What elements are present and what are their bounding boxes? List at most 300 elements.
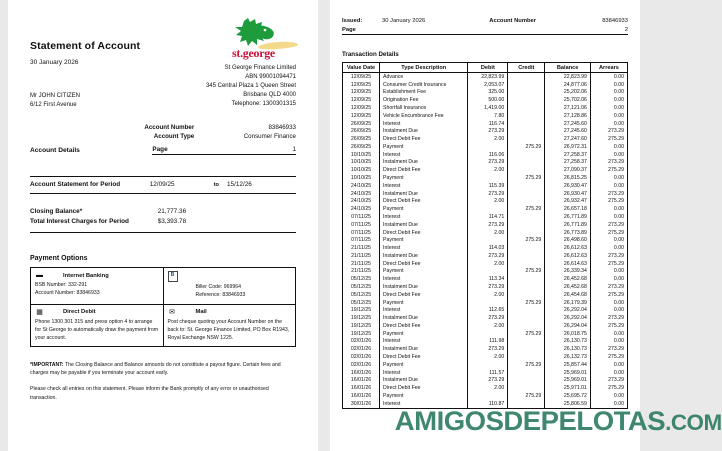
cell-balance: 26,612.63 xyxy=(545,252,591,260)
account-details-heading: Account Details xyxy=(30,147,80,155)
transaction-details-heading: Transaction Details xyxy=(342,51,399,58)
transactions-header-row xyxy=(343,63,628,73)
cell-type-description: Payment xyxy=(380,330,468,338)
table-row xyxy=(343,275,628,283)
table-row xyxy=(343,174,628,182)
cell-value-date: 07/11/25 xyxy=(343,213,380,221)
cell-type-description: Instalment Due xyxy=(380,127,468,135)
cell-value-date: 07/11/25 xyxy=(343,221,380,229)
cell-debit xyxy=(468,174,508,182)
table-row xyxy=(343,151,628,159)
cell-value-date: 02/01/26 xyxy=(343,338,380,346)
cell-value-date: 12/09/25 xyxy=(343,112,380,120)
cell-debit: 273.29 xyxy=(468,252,508,260)
cell-type-description: Payment xyxy=(380,205,468,213)
cell-type-description: Instalment Due xyxy=(380,221,468,229)
cell-credit xyxy=(508,190,545,198)
company-telephone: Telephone: 1300301315 xyxy=(231,101,296,107)
cell-balance: 26,773.89 xyxy=(545,229,591,237)
cell-credit: 275.29 xyxy=(508,361,545,369)
bpay-icon: B xyxy=(168,271,178,282)
cell-type-description: Interest xyxy=(380,400,468,408)
cell-balance: 27,121.06 xyxy=(545,104,591,112)
cell-credit xyxy=(508,120,545,128)
cell-type-description: Payment xyxy=(380,236,468,244)
cell-credit xyxy=(508,182,545,190)
cell-type-description: Interest xyxy=(380,338,468,346)
statement-date: 30 January 2026 xyxy=(30,59,79,66)
table-row xyxy=(343,190,628,198)
cell-arrears: 0.00 xyxy=(590,182,627,190)
page2-account-number-label: Account Number xyxy=(489,18,536,24)
addressee-address: 6/12 First Avenue xyxy=(30,101,77,108)
account-summary-table xyxy=(30,123,296,141)
cell-credit xyxy=(508,112,545,120)
total-interest-label: Total Interest Charges for Period xyxy=(30,217,129,225)
envelope-icon: ✉ xyxy=(169,308,175,316)
statement-page-2 xyxy=(330,0,640,451)
payment-cell-title: Mail xyxy=(195,309,207,316)
cell-type-description: Interest xyxy=(380,306,468,314)
account-number-row xyxy=(30,123,296,132)
cell-credit xyxy=(508,369,545,377)
cell-type-description: Instalment Due xyxy=(380,190,468,198)
cell-balance: 27,258.37 xyxy=(545,159,591,167)
cell-credit xyxy=(508,275,545,283)
cell-debit: 273.29 xyxy=(468,127,508,135)
table-row xyxy=(343,306,628,314)
closing-balance-label: Closing Balance* xyxy=(30,207,83,215)
cell-credit: 275.29 xyxy=(508,143,545,151)
table-row xyxy=(343,361,628,369)
page-label: Page xyxy=(152,146,168,154)
cell-arrears: 0.00 xyxy=(590,96,627,104)
cell-arrears: 0.00 xyxy=(590,236,627,244)
cell-balance: 26,614.63 xyxy=(545,260,591,268)
cell-credit xyxy=(508,400,545,408)
cell-type-description: Payment xyxy=(380,268,468,276)
table-row xyxy=(343,127,628,135)
cell-arrears: 0.00 xyxy=(590,213,627,221)
cell-arrears: 0.00 xyxy=(590,338,627,346)
col-arrears: Arrears xyxy=(590,63,627,73)
page-title: Statement of Account xyxy=(30,40,141,52)
cell-arrears: 0.00 xyxy=(590,151,627,159)
company-address-2: Brisbane QLD 4000 xyxy=(243,92,296,98)
cell-balance: 26,771.89 xyxy=(545,221,591,229)
issued-label: Issued: xyxy=(342,18,363,24)
balances-table xyxy=(30,206,296,226)
cell-value-date: 10/10/25 xyxy=(343,159,380,167)
cell-debit: 273.29 xyxy=(468,190,508,198)
cell-value-date: 05/12/25 xyxy=(343,283,380,291)
cell-balance: 26,452.68 xyxy=(545,275,591,283)
closing-balance-value: 21,777.36 xyxy=(157,207,187,215)
cell-type-description: Instalment Due xyxy=(380,252,468,260)
cell-credit xyxy=(508,127,545,135)
internet-account-number-line: Account Number: 83846933 xyxy=(35,290,100,297)
cell-arrears: 0.00 xyxy=(590,299,627,307)
cell-type-description: Direct Debit Fee xyxy=(380,229,468,237)
disclaimer-paragraph-1 xyxy=(30,361,296,377)
cell-value-date: 02/01/26 xyxy=(343,345,380,353)
payment-cell-title: Internet Banking xyxy=(63,272,109,279)
cell-arrears: 275.29 xyxy=(590,260,627,268)
cell-value-date: 24/10/25 xyxy=(343,205,380,213)
cell-credit xyxy=(508,135,545,143)
cell-type-description: Payment xyxy=(380,299,468,307)
cell-value-date: 12/09/25 xyxy=(343,73,380,81)
cell-credit xyxy=(508,166,545,174)
cell-type-description: Advance xyxy=(380,73,468,81)
cell-debit: 2.00 xyxy=(468,260,508,268)
cell-credit xyxy=(508,322,545,330)
cell-debit: 273.29 xyxy=(468,221,508,229)
cell-balance: 24,877.06 xyxy=(545,81,591,89)
table-row xyxy=(343,205,628,213)
payment-cell-internet-banking xyxy=(31,268,164,305)
cell-debit: 22,823.99 xyxy=(468,73,508,81)
page2-page-number-row xyxy=(342,27,628,35)
cell-balance: 26,612.63 xyxy=(545,244,591,252)
period-to-word: to xyxy=(213,182,219,189)
issued-value: 30 January 2026 xyxy=(382,18,426,24)
cell-credit xyxy=(508,221,545,229)
cell-type-description: Instalment Due xyxy=(380,345,468,353)
cell-balance: 26,294.04 xyxy=(545,322,591,330)
computer-icon: ▬ xyxy=(36,272,43,280)
cell-arrears: 273.29 xyxy=(590,376,627,384)
cell-balance: 26,452.68 xyxy=(545,283,591,291)
cell-arrears: 0.00 xyxy=(590,81,627,89)
cell-debit: 2.00 xyxy=(468,322,508,330)
table-row xyxy=(343,260,628,268)
total-interest-value: $3,393.78 xyxy=(157,217,187,225)
col-credit: Credit xyxy=(508,63,545,73)
cell-arrears: 0.00 xyxy=(590,244,627,252)
cell-type-description: Direct Debit Fee xyxy=(380,384,468,392)
cell-type-description: Direct Debit Fee xyxy=(380,166,468,174)
cell-debit: 500.00 xyxy=(468,96,508,104)
cell-value-date: 24/10/25 xyxy=(343,198,380,206)
cell-value-date: 24/10/25 xyxy=(343,182,380,190)
cell-debit: 2.00 xyxy=(468,353,508,361)
cell-type-description: Payment xyxy=(380,361,468,369)
cell-value-date: 02/01/26 xyxy=(343,361,380,369)
cell-balance: 27,245.60 xyxy=(545,127,591,135)
cell-balance: 26,339.34 xyxy=(545,268,591,276)
cell-credit xyxy=(508,198,545,206)
table-row xyxy=(343,236,628,244)
cell-balance: 22,823.99 xyxy=(545,73,591,81)
cell-type-description: Interest xyxy=(380,120,468,128)
cell-arrears: 0.00 xyxy=(590,275,627,283)
statement-period-row xyxy=(30,177,296,193)
cell-value-date: 12/09/25 xyxy=(343,96,380,104)
company-address-1: 345 Central Plaza 1 Queen Street xyxy=(205,83,296,89)
cell-debit: 2,053.07 xyxy=(468,81,508,89)
col-type-description: Type Description xyxy=(380,63,468,73)
cell-value-date: 19/12/25 xyxy=(343,314,380,322)
cell-value-date: 05/12/25 xyxy=(343,291,380,299)
cell-credit xyxy=(508,151,545,159)
payment-options-row-1 xyxy=(31,268,296,305)
cell-debit: 7.80 xyxy=(468,112,508,120)
cell-balance: 27,247.60 xyxy=(545,135,591,143)
cell-arrears: 0.00 xyxy=(590,143,627,151)
table-row xyxy=(343,73,628,81)
cell-debit: 116.06 xyxy=(468,151,508,159)
cell-balance: 26,930.47 xyxy=(545,190,591,198)
cell-credit xyxy=(508,73,545,81)
cell-value-date: 19/12/25 xyxy=(343,306,380,314)
cell-type-description: Interest xyxy=(380,369,468,377)
cell-balance: 25,857.44 xyxy=(545,361,591,369)
page2-account-number-value: 83846933 xyxy=(602,18,628,24)
disclaimer-paragraph-2: Please check all entries on this statement. Please inform the Bank promptly of any error or unauthorised transaction. xyxy=(30,386,269,401)
payment-options-row-2 xyxy=(31,304,296,346)
cell-value-date: 21/11/25 xyxy=(343,252,380,260)
table-row xyxy=(343,229,628,237)
cell-debit: 112.65 xyxy=(468,306,508,314)
table-row xyxy=(343,283,628,291)
divider-below-balances xyxy=(30,232,296,233)
cell-balance: 26,771.89 xyxy=(545,213,591,221)
watermark-tld: .COM xyxy=(665,410,722,435)
cell-balance: 26,179.39 xyxy=(545,299,591,307)
bpay-reference-line: Reference: 83846933 xyxy=(195,292,246,299)
cell-balance: 27,128.86 xyxy=(545,112,591,120)
cell-credit xyxy=(508,353,545,361)
cell-value-date: 10/10/25 xyxy=(343,166,380,174)
cell-type-description: Instalment Due xyxy=(380,376,468,384)
cell-credit: 275.29 xyxy=(508,299,545,307)
cell-debit: 114.03 xyxy=(468,244,508,252)
period-label: Account Statement for Period xyxy=(30,181,121,189)
cell-balance: 26,815.25 xyxy=(545,174,591,182)
cell-value-date: 16/01/26 xyxy=(343,376,380,384)
total-interest-row xyxy=(30,216,296,226)
cell-arrears: 0.00 xyxy=(590,369,627,377)
cell-value-date: 10/10/25 xyxy=(343,174,380,182)
bsb-number-line: BSB Number: 332-291 xyxy=(35,282,88,289)
table-row xyxy=(343,244,628,252)
table-row xyxy=(343,314,628,322)
important-label: *IMPORTANT: xyxy=(30,362,64,369)
cell-credit xyxy=(508,159,545,167)
table-row xyxy=(343,299,628,307)
cell-credit xyxy=(508,260,545,268)
cell-balance: 27,090.37 xyxy=(545,166,591,174)
biller-code-line: Biller Code: 969964 xyxy=(195,284,242,291)
logo-wordmark: st.george xyxy=(232,46,275,60)
cell-arrears: 275.29 xyxy=(590,322,627,330)
cell-value-date: 26/09/25 xyxy=(343,127,380,135)
cell-value-date: 19/12/25 xyxy=(343,330,380,338)
cell-arrears: 0.00 xyxy=(590,104,627,112)
cell-credit xyxy=(508,384,545,392)
payment-cell-bpay xyxy=(163,268,296,305)
table-row xyxy=(343,112,628,120)
cell-type-description: Direct Debit Fee xyxy=(380,260,468,268)
cell-credit xyxy=(508,213,545,221)
cell-value-date: 12/09/25 xyxy=(343,81,380,89)
direct-debit-text: Phone 1300 301 315 and press option 4 to arrange for St George to automatically draw the payment from your account. xyxy=(35,318,159,341)
table-row xyxy=(343,268,628,276)
cell-balance: 26,292.04 xyxy=(545,314,591,322)
table-row xyxy=(343,384,628,392)
payment-options-grid xyxy=(30,267,296,347)
cell-credit: 275.29 xyxy=(508,330,545,338)
table-row xyxy=(343,143,628,151)
cell-value-date: 21/11/25 xyxy=(343,244,380,252)
cell-debit xyxy=(468,330,508,338)
cell-debit xyxy=(468,392,508,400)
cell-balance: 25,806.59 xyxy=(545,400,591,408)
table-row xyxy=(343,400,628,408)
payment-options-heading: Payment Options xyxy=(30,255,88,263)
table-row xyxy=(343,322,628,330)
cell-value-date: 07/11/25 xyxy=(343,236,380,244)
cell-debit xyxy=(468,268,508,276)
cell-value-date: 26/09/25 xyxy=(343,120,380,128)
cell-type-description: Instalment Due xyxy=(380,159,468,167)
cell-debit: 273.29 xyxy=(468,283,508,291)
cell-debit: 2.00 xyxy=(468,384,508,392)
cell-debit xyxy=(468,143,508,151)
transactions-table xyxy=(342,62,628,409)
transactions-body xyxy=(343,73,628,409)
cell-value-date: 30/01/26 xyxy=(343,400,380,408)
cell-type-description: Direct Debit Fee xyxy=(380,198,468,206)
cell-credit xyxy=(508,314,545,322)
cell-balance: 26,972.31 xyxy=(545,143,591,151)
cell-value-date: 16/01/26 xyxy=(343,384,380,392)
cell-debit: 116.74 xyxy=(468,120,508,128)
cell-arrears: 0.00 xyxy=(590,330,627,338)
cell-type-description: Interest xyxy=(380,244,468,252)
page2-page-value: 2 xyxy=(624,27,628,33)
cell-debit: 273.29 xyxy=(468,376,508,384)
cell-arrears: 273.29 xyxy=(590,159,627,167)
table-row xyxy=(343,369,628,377)
cell-type-description: Payment xyxy=(380,143,468,151)
cell-debit xyxy=(468,205,508,213)
cell-type-description: Origination Fee xyxy=(380,96,468,104)
cell-debit: 273.29 xyxy=(468,314,508,322)
cell-debit: 2.00 xyxy=(468,229,508,237)
table-row xyxy=(343,213,628,221)
cell-credit: 275.29 xyxy=(508,205,545,213)
cell-value-date: 26/09/25 xyxy=(343,143,380,151)
cell-arrears: 0.00 xyxy=(590,112,627,120)
cell-arrears: 273.29 xyxy=(590,314,627,322)
cell-arrears: 0.00 xyxy=(590,89,627,97)
cell-arrears: 273.29 xyxy=(590,190,627,198)
cell-debit: 2.00 xyxy=(468,135,508,143)
cell-type-description: Consumer Credit Insurance xyxy=(380,81,468,89)
col-value-date: Value Date xyxy=(343,63,380,73)
cell-arrears: 273.29 xyxy=(590,345,627,353)
cell-balance: 26,132.73 xyxy=(545,353,591,361)
table-row xyxy=(343,338,628,346)
cell-value-date: 16/01/26 xyxy=(343,392,380,400)
cell-arrears: 0.00 xyxy=(590,120,627,128)
col-balance: Balance xyxy=(545,63,591,73)
cell-value-date: 05/12/25 xyxy=(343,275,380,283)
cell-balance: 26,130.73 xyxy=(545,345,591,353)
cell-balance: 25,971.01 xyxy=(545,384,591,392)
cell-debit: 273.29 xyxy=(468,159,508,167)
cell-arrears: 275.29 xyxy=(590,135,627,143)
cell-credit xyxy=(508,338,545,346)
cell-debit xyxy=(468,361,508,369)
cell-balance: 26,930.47 xyxy=(545,182,591,190)
cell-arrears: 275.29 xyxy=(590,353,627,361)
cell-arrears: 275.29 xyxy=(590,229,627,237)
cell-type-description: Direct Debit Fee xyxy=(380,322,468,330)
cell-type-description: Payment xyxy=(380,174,468,182)
company-block xyxy=(206,64,296,109)
cell-credit xyxy=(508,89,545,97)
cell-value-date: 05/12/25 xyxy=(343,299,380,307)
cell-credit xyxy=(508,291,545,299)
cell-balance: 27,258.37 xyxy=(545,151,591,159)
cell-debit: 113.34 xyxy=(468,275,508,283)
cell-arrears: 0.00 xyxy=(590,361,627,369)
account-type-label: Account Type xyxy=(153,133,195,141)
cell-credit xyxy=(508,376,545,384)
table-row xyxy=(343,81,628,89)
cell-arrears: 0.00 xyxy=(590,268,627,276)
table-row xyxy=(343,353,628,361)
cell-type-description: Interest xyxy=(380,213,468,221)
period-from: 12/09/25 xyxy=(149,181,175,189)
account-type-value: Consumer Finance xyxy=(243,133,296,141)
payment-cell-title: Direct Debit xyxy=(63,309,96,316)
cell-credit xyxy=(508,229,545,237)
cell-arrears: 273.29 xyxy=(590,252,627,260)
cell-value-date: 21/11/25 xyxy=(343,260,380,268)
addressee-name: Mr JOHN CITIZEN xyxy=(30,93,80,99)
table-row xyxy=(343,120,628,128)
st-george-logo xyxy=(228,18,302,64)
cell-balance: 25,969.01 xyxy=(545,369,591,377)
cell-value-date: 24/10/25 xyxy=(343,190,380,198)
company-name: St George Finance Limited xyxy=(224,65,296,71)
cell-debit: 111.57 xyxy=(468,369,508,377)
table-row xyxy=(343,89,628,97)
cell-credit: 275.29 xyxy=(508,174,545,182)
cell-balance: 26,657.18 xyxy=(545,205,591,213)
cell-arrears: 0.00 xyxy=(590,306,627,314)
table-row xyxy=(343,221,628,229)
cell-type-description: Interest xyxy=(380,275,468,283)
cell-credit: 275.29 xyxy=(508,268,545,276)
cell-value-date: 16/01/26 xyxy=(343,369,380,377)
cell-debit: 273.29 xyxy=(468,345,508,353)
closing-balance-row xyxy=(30,206,296,216)
cell-debit: 111.98 xyxy=(468,338,508,346)
payment-cell-direct-debit xyxy=(31,304,164,346)
cell-debit xyxy=(468,236,508,244)
cell-credit xyxy=(508,283,545,291)
cell-credit xyxy=(508,244,545,252)
table-row xyxy=(343,159,628,167)
col-debit: Debit xyxy=(468,63,508,73)
cell-arrears: 273.29 xyxy=(590,127,627,135)
cell-type-description: Payment xyxy=(380,392,468,400)
